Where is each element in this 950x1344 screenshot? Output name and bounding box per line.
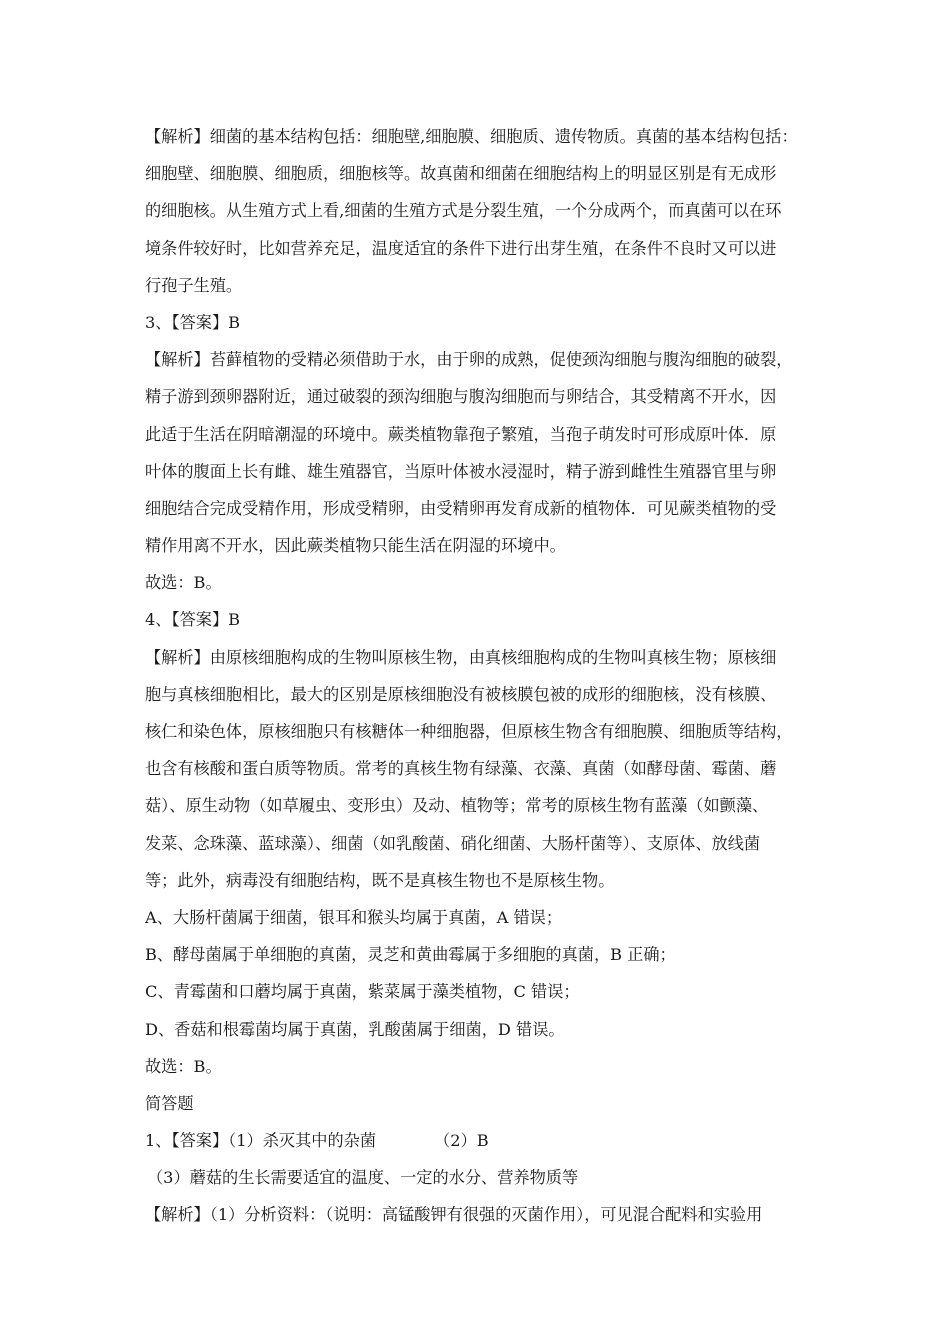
answer-3-heading: 3、【答案】B bbox=[145, 312, 241, 332]
answer-4-heading: 4、【答案】B bbox=[145, 610, 241, 630]
text-line-10: 叶体的腹面上长有雌、雄生殖器官，当原叶体被水浸湿时，精子游到雌性生殖器官里与卵 bbox=[145, 461, 777, 481]
text-line-1: 【解析】细菌的基本结构包括：细胞壁,细胞膜、细胞质、遗传物质。真菌的基本结构包括： bbox=[145, 127, 798, 146]
option-a: A、大肠杆菌属于细菌，银耳和猴头均属于真菌，A 错误； bbox=[145, 907, 563, 927]
text-line-15: 【解析】由原核细胞构成的生物叫原核生物，由真核细胞构成的生物叫真核生物；原核细 bbox=[145, 647, 777, 667]
text-line-5: 行孢子生殖。 bbox=[145, 275, 243, 295]
text-line-11: 细胞结合完成受精作用，形成受精卵，由受精卵再发育成新的植物体．可见蕨类植物的受 bbox=[145, 498, 777, 518]
answer-1-part-1: 1、【答案】（1）杀灭其中的杂菌 bbox=[145, 1131, 377, 1151]
answer-1-part-3: （3）蘑菇的生长需要适宜的温度、一定的水分、营养物质等 bbox=[147, 1168, 579, 1188]
choice-line-4: 故选：B。 bbox=[145, 1056, 222, 1076]
answer-1-line bbox=[145, 1122, 815, 1159]
text-line-8: 精子游到颈卵器附近，通过破裂的颈沟细胞与腹沟细胞而与卵结合，其受精离不开水，因 bbox=[145, 387, 777, 407]
text-line-12: 精作用离不开水，因此蕨类植物只能生活在阴湿的环境中。 bbox=[145, 536, 566, 556]
option-c: C、青霉菌和口蘑均属于真菌，紫菜属于藻类植物，C 错误； bbox=[145, 982, 580, 1002]
text-line-9: 此适于生活在阴暗潮湿的环境中。蕨类植物靠孢子繁殖，当孢子萌发时可形成原叶体．原 bbox=[145, 424, 777, 444]
section-heading-short-answer: 简答题 bbox=[145, 1093, 194, 1113]
document-body bbox=[145, 118, 815, 1234]
choice-line-3: 故选：B。 bbox=[145, 573, 222, 593]
text-line-21: 等；此外，病毒没有细胞结构，既不是真核生物也不是原核生物。 bbox=[145, 870, 615, 890]
text-line-3: 的细胞核。从生殖方式上看,细菌的生殖方式是分裂生殖，一个分成两个，而真菌可以在环 bbox=[145, 201, 782, 221]
answer-1-part-2: （2）B bbox=[434, 1131, 489, 1151]
option-b: B、酵母菌属于单细胞的真菌，灵芝和黄曲霉属于多细胞的真菌，B 正确； bbox=[145, 945, 676, 965]
text-line-17: 核仁和染色体，原核细胞只有核糖体一种细胞器，但原核生物含有细胞膜、细胞质等结构， bbox=[145, 722, 793, 741]
text-line-18: 也含有核酸和蛋白质等物质。常考的真核生物有绿藻、衣藻、真菌（如酵母菌、霉菌、蘑 bbox=[145, 759, 777, 779]
option-d: D、香菇和根霉菌均属于真菌，乳酸菌属于细菌，D 错误。 bbox=[145, 1019, 565, 1039]
text-line-20: 发菜、念珠藻、蓝球藻）、细菌（如乳酸菌、硝化细菌、大肠杆菌等）、支原体、放线菌 bbox=[145, 833, 761, 853]
text-line-4: 境条件较好时，比如营养充足，温度适宜的条件下进行出芽生殖，在条件不良时又可以进 bbox=[145, 238, 777, 258]
text-line-7: 【解析】苔藓植物的受精必须借助于水，由于卵的成熟，促使颈沟细胞与腹沟细胞的破裂， bbox=[145, 350, 793, 370]
text-line-2: 细胞壁、细胞膜、细胞质，细胞核等。故真菌和细菌在细胞结构上的明显区别是有无成形 bbox=[145, 164, 777, 184]
text-line-16: 胞与真核细胞相比，最大的区别是原核细胞没有被核膜包被的成形的细胞核，没有核膜、 bbox=[145, 684, 777, 704]
analysis-last-line: 【解析】（1）分析资料：（说明：高锰酸钾有很强的灭菌作用），可见混合配料和实验用 bbox=[145, 1205, 763, 1225]
text-line-19: 菇）、原生动物（如草履虫、变形虫）及动、植物等；常考的原核生物有蓝藻（如颤藻、 bbox=[145, 796, 769, 816]
